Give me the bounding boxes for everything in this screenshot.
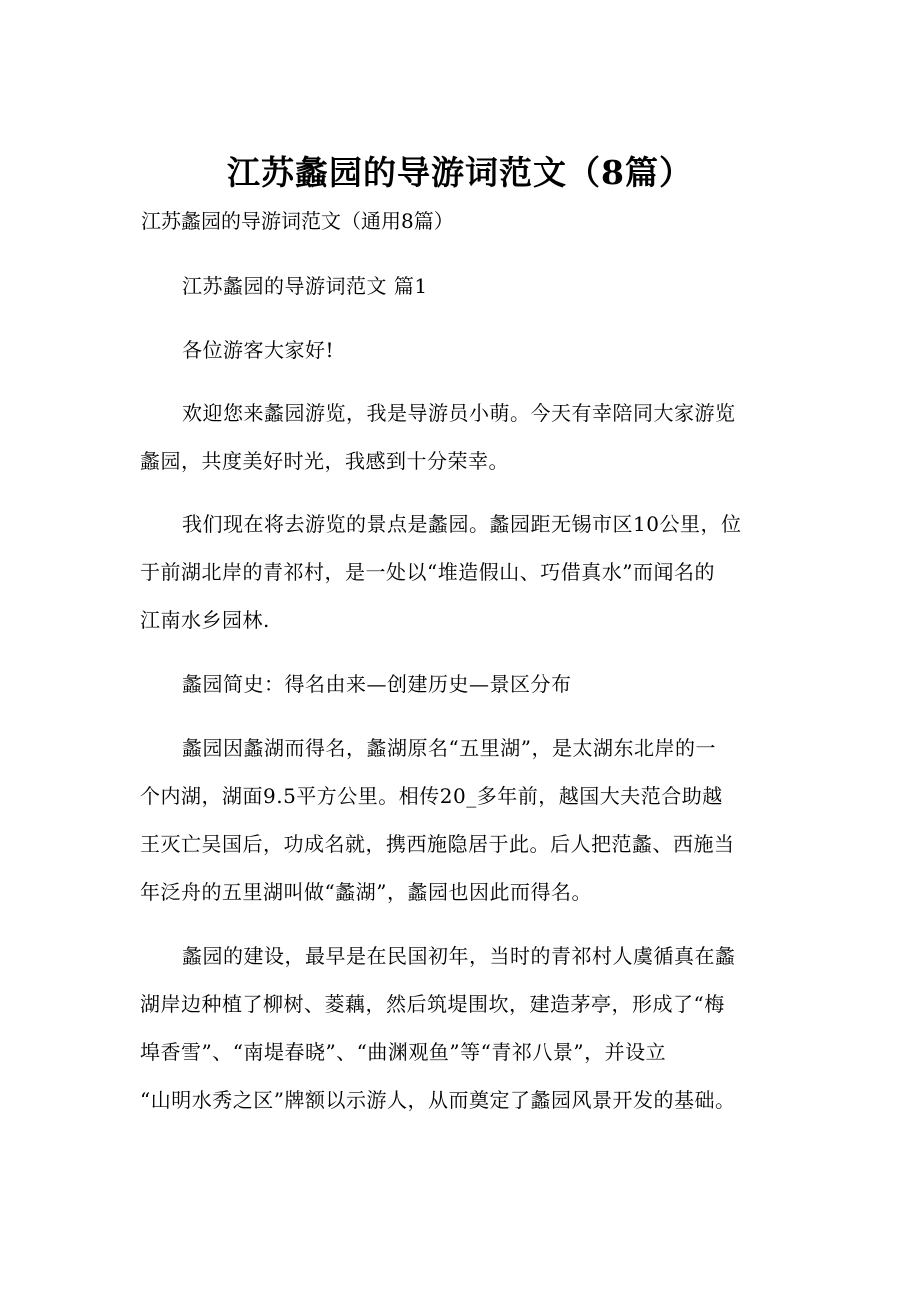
paragraph-line: 蠡园的建设，最早是在民国初年，当时的青祁村人虞循真在蠡 bbox=[182, 944, 736, 968]
paragraph-line: 于前湖北岸的青祁村，是一处以“堆造假山、巧借真水”而闻名的 bbox=[140, 560, 715, 584]
paragraph bbox=[140, 932, 800, 1124]
paragraph-line: 我们现在将去游览的景点是蠡园。蠡园距无锡市区10公里，位 bbox=[182, 512, 742, 536]
greeting-block bbox=[140, 326, 800, 374]
paragraph-line: 江南水乡园林. bbox=[140, 608, 270, 632]
paragraph bbox=[140, 389, 800, 485]
greeting-text: 各位游客大家好! bbox=[182, 338, 335, 362]
paragraph-line: 埠香雪”、“南堤春晓”、“曲渊观鱼”等“青祁八景”，并设立 bbox=[140, 1040, 667, 1064]
paragraph bbox=[140, 660, 800, 708]
section-heading-block bbox=[140, 262, 800, 310]
paragraph-line: 蠡园因蠡湖而得名，蠡湖原名“五里湖”，是太湖东北岸的一 bbox=[182, 736, 716, 760]
section-heading: 江苏蠡园的导游词范文 篇1 bbox=[182, 274, 428, 298]
paragraph-line: 湖岸边种植了柳树、菱藕，然后筑堤围坎，建造茅亭，形成了“梅 bbox=[140, 992, 725, 1016]
document-subtitle: 江苏蠡园的导游词范文（通用8篇） bbox=[141, 209, 454, 233]
paragraph-line: “山明水秀之区”牌额以示游人，从而奠定了蠡园风景开发的基础。 bbox=[140, 1088, 736, 1112]
paragraph bbox=[140, 724, 800, 916]
document-title: 江苏蠡园的导游词范文（8篇） bbox=[227, 153, 693, 192]
paragraph-line: 个内湖，湖面9.5平方公里。相传20_多年前，越国大夫范合助越 bbox=[140, 784, 723, 808]
paragraph-line: 蠡园简史：得名由来—创建历史—景区分布 bbox=[182, 672, 572, 696]
paragraph-line: 王灭亡吴国后，功成名就，携西施隐居于此。后人把范蠡、西施当 bbox=[140, 832, 735, 856]
paragraph bbox=[140, 500, 800, 644]
paragraph-line: 年泛舟的五里湖叫做“蠡湖”，蠡园也因此而得名。 bbox=[140, 880, 592, 904]
paragraph-line: 欢迎您来蠡园游览，我是导游员小萌。今天有幸陪同大家游览 bbox=[182, 401, 736, 425]
paragraph-line: 蠡园，共度美好时光，我感到十分荣幸。 bbox=[140, 449, 509, 473]
